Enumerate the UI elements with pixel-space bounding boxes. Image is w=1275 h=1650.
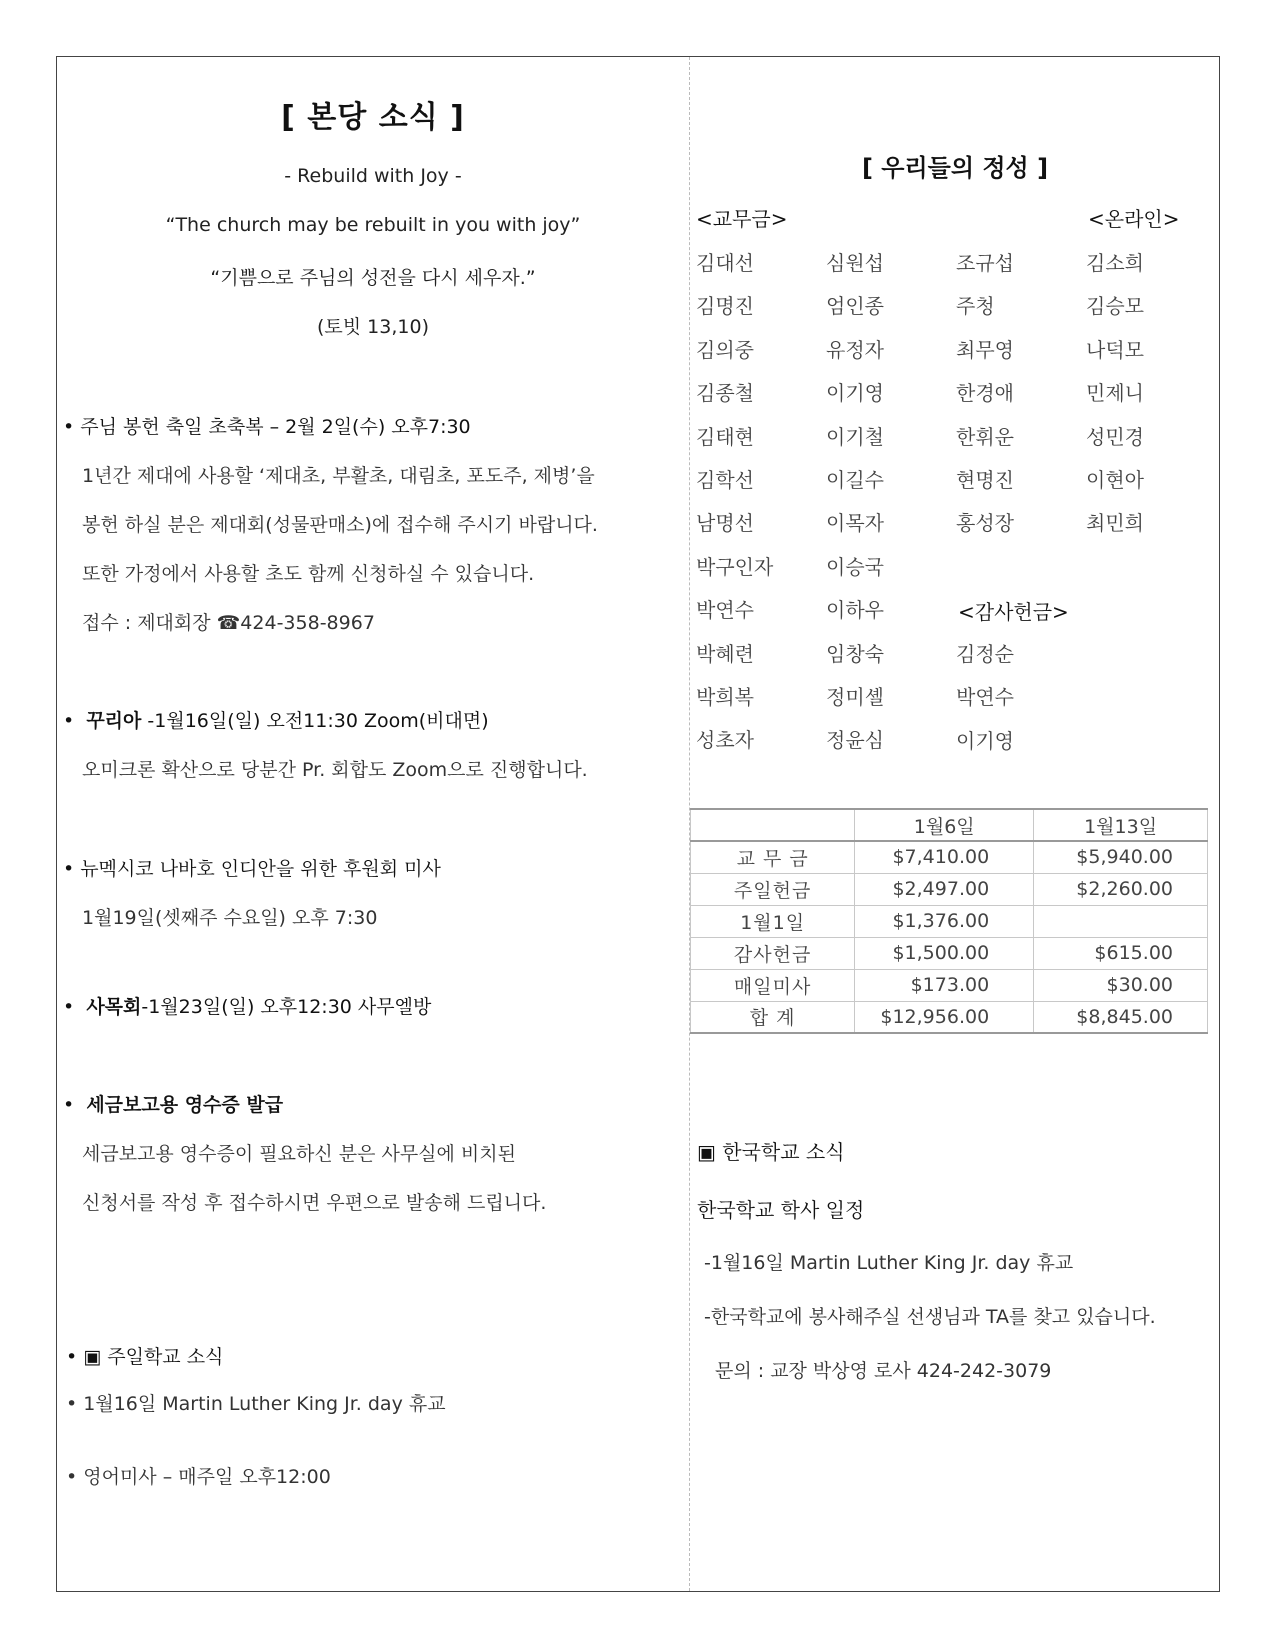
donor-name: 이기영 bbox=[826, 381, 884, 406]
donor-name: 엄인종 bbox=[826, 294, 884, 319]
gamsa-header: <감사헌금> bbox=[958, 600, 1069, 624]
amount-cell: $5,940.00 bbox=[1034, 841, 1208, 873]
korean-school-contact: 문의 : 교장 박상영 로사 424-242-3079 bbox=[715, 1360, 1052, 1382]
donor-name: 김종철 bbox=[696, 381, 754, 406]
amount-cell: $30.00 bbox=[1034, 969, 1208, 1001]
donor-name: 이목자 bbox=[826, 511, 884, 536]
table-header-cell: 1월13일 bbox=[1034, 809, 1208, 841]
donor-name: 김소희 bbox=[1086, 251, 1144, 275]
amount-cell: $12,956.00 bbox=[855, 1001, 1034, 1033]
table-row bbox=[691, 905, 1208, 937]
korean-school-line: -한국학교에 봉사해주실 선생님과 TA를 찾고 있습니다. bbox=[704, 1306, 1156, 1328]
notice-tax-line: 신청서를 작성 후 접수하시면 우편으로 발송해 드립니다. bbox=[82, 1192, 547, 1214]
quote-korean: “기쁨으로 주님의 성전을 다시 세우자.” bbox=[210, 267, 536, 289]
amount-cell: $7,410.00 bbox=[855, 841, 1034, 873]
donor-name: 임창숙 bbox=[826, 641, 884, 666]
amount-cell: $2,260.00 bbox=[1034, 873, 1208, 905]
donor-name: 민제니 bbox=[1086, 381, 1144, 406]
bible-reference: (토빗 13,10) bbox=[317, 316, 429, 338]
row-label: 주일헌금 bbox=[691, 873, 855, 905]
donor-name: 한휘운 bbox=[956, 424, 1014, 449]
row-label: 매일미사 bbox=[691, 969, 855, 1001]
row-label: 감사헌금 bbox=[691, 937, 855, 969]
donor-name: 정미셸 bbox=[826, 685, 884, 709]
table-row bbox=[691, 841, 1208, 873]
sunday-school-title: • ▣ 주일학교 소식 bbox=[66, 1346, 224, 1368]
donor-name: 최민희 bbox=[1086, 511, 1144, 536]
row-label: 교 무 금 bbox=[691, 841, 855, 873]
donor-name: 현명진 bbox=[956, 468, 1014, 492]
notice-candlemas-line: 봉헌 하실 분은 제대회(성물판매소)에 접수해 주시기 바랍니다. bbox=[82, 514, 598, 536]
donor-name: 성초자 bbox=[696, 728, 754, 753]
notice-curia-line: 오미크론 확산으로 당분간 Pr. 회합도 Zoom으로 진행합니다. bbox=[82, 759, 588, 781]
donor-name: 박희복 bbox=[696, 685, 754, 709]
donor-name: 김정순 bbox=[956, 642, 1014, 666]
donor-name: 박구인자 bbox=[696, 554, 774, 579]
notice-tax-line: 세금보고용 영수증이 필요하신 분은 사무실에 비치된 bbox=[82, 1143, 516, 1165]
donor-name: 이길수 bbox=[826, 468, 884, 492]
donor-name: 유정자 bbox=[826, 337, 884, 362]
amount-cell bbox=[1034, 905, 1208, 937]
donor-name: 김대선 bbox=[696, 251, 754, 275]
row-label: 합 계 bbox=[691, 1001, 855, 1033]
curia-label: 꾸리아 bbox=[86, 710, 142, 732]
english-mass-line: • 영어미사 – 매주일 오후12:00 bbox=[66, 1466, 331, 1488]
donor-name: 정윤심 bbox=[826, 728, 884, 753]
tax-label: 세금보고용 영수증 발급 bbox=[86, 1094, 284, 1116]
donor-name: 심원섭 bbox=[826, 251, 884, 275]
table-header-row bbox=[691, 809, 1208, 841]
donor-name: 박연수 bbox=[956, 685, 1014, 710]
parish-news-title: [ 본당 소식 ] bbox=[281, 100, 465, 135]
amount-cell: $1,500.00 bbox=[855, 937, 1034, 969]
donor-name: 박연수 bbox=[696, 598, 754, 623]
donor-name: 김태현 bbox=[696, 424, 754, 449]
table-row bbox=[691, 937, 1208, 969]
korean-school-line: -1월16일 Martin Luther King Jr. day 휴교 bbox=[704, 1252, 1074, 1274]
amount-cell: $2,497.00 bbox=[855, 873, 1034, 905]
donor-name: 박혜련 bbox=[696, 641, 754, 666]
notice-candlemas-line: 1년간 제대에 사용할 ‘제대초, 부활초, 대림초, 포도주, 제병’을 bbox=[82, 465, 595, 487]
donor-name: 나덕모 bbox=[1086, 337, 1144, 362]
notice-navajo-title: • 뉴멕시코 나바호 인디안을 위한 후원회 미사 bbox=[63, 858, 441, 880]
korean-school-subtitle: 한국학교 학사 일정 bbox=[697, 1198, 865, 1222]
amount-cell: $1,376.00 bbox=[855, 905, 1034, 937]
notice-council-title: • 사목회-1월23일(일) 오후12:30 사무엘방 bbox=[63, 996, 432, 1018]
donor-name: 이기철 bbox=[826, 424, 884, 449]
donor-name: 이기영 bbox=[956, 728, 1014, 753]
donor-name: 이하우 bbox=[826, 598, 884, 623]
row-label: 1월1일 bbox=[691, 905, 855, 937]
donor-name: 김학선 bbox=[696, 468, 754, 492]
donor-name: 김승모 bbox=[1086, 294, 1144, 319]
notice-navajo-line: 1월19일(셋째주 수요일) 오후 7:30 bbox=[82, 907, 378, 929]
table-row bbox=[691, 1001, 1208, 1033]
korean-school-title: ▣ 한국학교 소식 bbox=[697, 1140, 845, 1164]
donor-name: 이승국 bbox=[826, 554, 884, 579]
donor-name: 홍성장 bbox=[956, 511, 1014, 536]
offerings-table bbox=[690, 808, 1208, 1034]
kyomu-header: <교무금> bbox=[696, 207, 788, 231]
notice-curia-title: • 꾸리아 -1월16일(일) 오전11:30 Zoom(비대면) bbox=[63, 710, 489, 732]
donor-name: 남명선 bbox=[696, 511, 754, 536]
donor-name: 최무영 bbox=[956, 337, 1014, 362]
sunday-school-line: • 1월16일 Martin Luther King Jr. day 휴교 bbox=[66, 1393, 446, 1415]
donor-name: 김명진 bbox=[696, 294, 754, 319]
amount-cell: $615.00 bbox=[1034, 937, 1208, 969]
notice-candlemas-line: 또한 가정에서 사용할 초도 함께 신청하실 수 있습니다. bbox=[82, 563, 535, 585]
subtitle: - Rebuild with Joy - bbox=[284, 165, 462, 187]
donor-name: 한경애 bbox=[956, 381, 1014, 406]
donor-name: 주청 bbox=[956, 294, 995, 319]
donor-name: 조규섭 bbox=[956, 251, 1014, 275]
offerings-title: [ 우리들의 정성 ] bbox=[861, 154, 1049, 182]
donor-name: 이현아 bbox=[1086, 468, 1144, 492]
donor-name: 성민경 bbox=[1086, 424, 1144, 449]
table-row bbox=[691, 969, 1208, 1001]
table-row bbox=[691, 873, 1208, 905]
donor-name: 김의중 bbox=[696, 337, 754, 362]
council-label: 사목회 bbox=[86, 996, 142, 1018]
table-header-cell: 1월6일 bbox=[855, 809, 1034, 841]
online-header: <온라인> bbox=[1088, 207, 1180, 231]
notice-candlemas-title: • 주님 봉헌 축일 초축복 – 2월 2일(수) 오후7:30 bbox=[63, 416, 471, 438]
notice-candlemas-contact: 접수 : 제대회장 ☎424-358-8967 bbox=[82, 612, 375, 634]
quote-english: “The church may be rebuilt in you with joy” bbox=[165, 214, 581, 236]
amount-cell: $173.00 bbox=[855, 969, 1034, 1001]
amount-cell: $8,845.00 bbox=[1034, 1001, 1208, 1033]
table-header-cell bbox=[691, 809, 855, 841]
notice-tax-title: • 세금보고용 영수증 발급 bbox=[63, 1094, 284, 1116]
